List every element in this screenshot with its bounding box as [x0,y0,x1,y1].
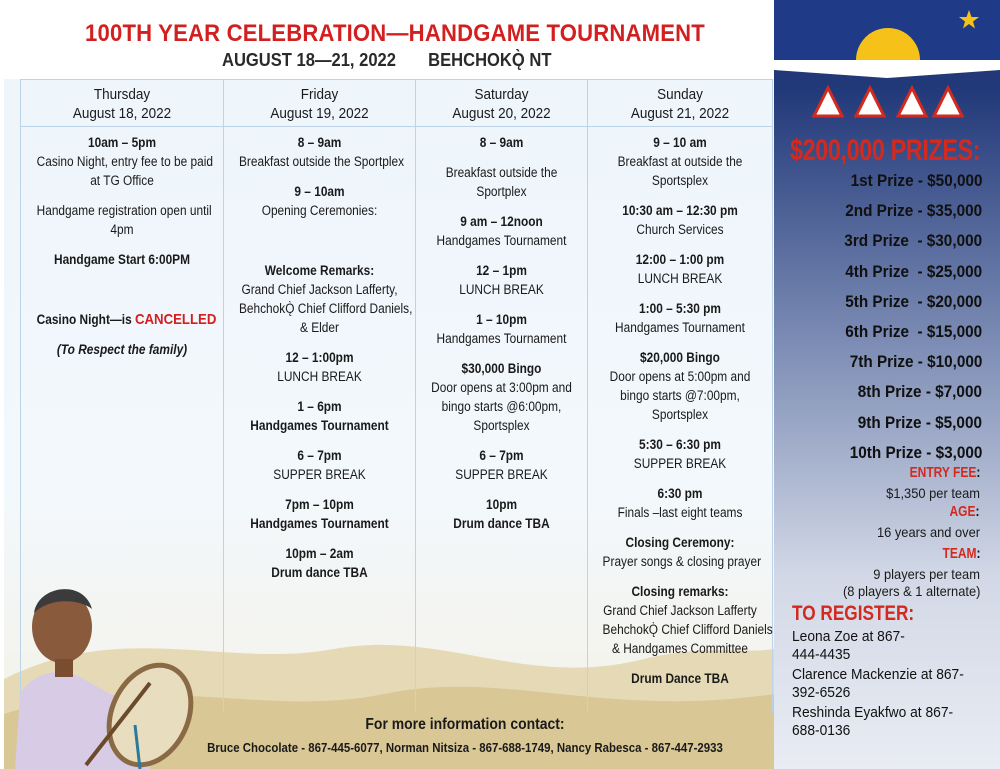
event-line [603,503,758,522]
event-line [603,201,758,220]
event-text: 10pm [485,497,518,512]
event-text: Sportsplex [651,173,709,188]
event-line [603,299,758,318]
event-text: Handgames Tournament [615,320,745,335]
prize-item: 6th Prize - $15,000 [845,322,982,341]
prizes-heading: $200,000 PRIZES: [790,134,981,167]
age-label: AGE: [949,503,980,520]
event-text: BehchokǪ̀ Chief Clifford Daniels [602,622,773,637]
register-line: 444-4435 [792,646,851,663]
prize-item: 2nd Prize - $35,000 [845,201,982,221]
event-line [239,563,400,582]
event-line [602,552,762,571]
event-line [603,152,758,171]
event-text: $30,000 Bingo [461,361,542,376]
event-line [239,231,400,250]
event-line [603,435,758,454]
tlicho-flag-graphic [774,0,1000,78]
event-text: Grand Chief Jackson Lafferty [603,603,757,618]
event-text: at TG Office [90,173,154,188]
team-size: 9 players per team [873,566,980,582]
schedule-event [228,348,411,386]
event-text: 1 – 10pm [476,312,527,327]
event-line [239,201,400,220]
event-line [430,163,573,182]
event-text: Sportplex [476,184,527,199]
event-line [36,201,212,220]
event-line [36,152,213,171]
schedule-event [228,133,411,171]
event-line [430,446,573,465]
event-text: 9 – 10am [294,184,345,199]
event-text: 9 – 10 am [653,135,707,150]
day-name: Friday [300,86,339,103]
schedule-event [228,495,411,533]
schedule-event [228,182,411,220]
schedule-event [420,163,583,201]
entry-fee-label: ENTRY FEE: [909,464,980,481]
event-line [430,416,573,435]
day-header [416,79,587,127]
schedule-event [592,299,768,337]
event-text: Handgame registration open until [36,203,212,218]
page-title: 100TH YEAR CELEBRATION—HANDGAME TOURNAMENT [85,20,705,47]
event-line [603,171,758,190]
prize-item: 8th Prize - $7,000 [857,382,982,402]
event-line [430,359,573,378]
schedule-event [228,261,411,337]
event-text: Church Services [636,222,724,237]
contact-heading: For more information contact: [365,716,565,733]
schedule-event [420,359,583,435]
event-text: Handgames Tournament [436,331,567,346]
day-events [588,127,772,688]
event-line [603,533,758,552]
event-text: Handgame Start 6:00PM [53,252,190,267]
event-text: Door opens at 3:00pm and [431,380,572,395]
event-line [603,639,758,658]
event-text: Handgames Tournament [250,516,389,531]
event-text: 1 – 6pm [297,399,342,414]
event-line [603,133,758,152]
event-line [603,367,758,386]
event-text: Closing Ceremony: [625,535,735,550]
event-line [37,220,208,239]
day-date: August 21, 2022 [630,105,730,122]
event-line [239,348,400,367]
schedule-event [228,397,411,435]
schedule-event [592,435,768,473]
event-line [603,454,758,473]
schedule-event [592,484,768,522]
event-line [603,582,758,601]
event-line [430,514,573,533]
register-line: Reshinda Eyakfwo at 867- [792,704,954,721]
event-text: 10pm – 2am [285,546,354,561]
event-text: 1:00 – 5:30 pm [639,301,721,316]
day-date: August 20, 2022 [452,105,551,122]
event-line [37,171,208,190]
event-text: Handgames Tournament [436,233,567,248]
event-text: LUNCH BREAK [277,369,362,384]
event-line [603,386,758,405]
prize-item: 5th Prize - $20,000 [845,291,982,311]
contact-people: Bruce Chocolate - 867-445-6077, Norman Nitsiza - 867-688-1749, Nancy Rabesca - 867-447-2933 [207,740,723,755]
event-line [37,340,208,359]
schedule-event [592,582,773,658]
schedule-event [420,133,583,152]
event-line [430,465,573,484]
event-text: Casino Night—is [36,312,135,327]
event-line [239,397,400,416]
contact-info [140,716,790,755]
day-header [588,79,772,127]
schedule-event [592,201,768,239]
day-date: August 19, 2022 [270,105,369,122]
event-line [603,405,758,424]
event-text: Handgames Tournament [250,418,389,433]
event-line [430,397,573,416]
event-line [239,446,400,465]
event-text: Breakfast outside the Sportplex [238,154,405,169]
event-text: SUPPER BREAK [633,456,727,471]
event-line [238,152,405,171]
schedule-event [25,133,219,190]
day-header [21,79,223,127]
event-text: Sportsplex [473,418,530,433]
event-text: BehchokǪ̀ Chief Clifford Daniels, [238,301,413,316]
event-text: 8 – 9am [297,135,342,150]
event-line [430,378,573,397]
event-line [430,329,573,348]
event-line [239,544,400,563]
event-text: SUPPER BREAK [273,467,366,482]
prize-item: 10th Prize - $3,000 [849,442,982,462]
event-text: LUNCH BREAK [637,271,723,286]
schedule-event [592,533,768,571]
event-line [239,367,400,386]
schedule-event [420,495,583,533]
prize-item: 9th Prize - $5,000 [857,412,982,432]
day-name: Saturday [474,86,529,103]
schedule-event [420,446,583,484]
event-line [239,465,400,484]
event-text: Breakfast outside the [445,165,558,180]
event-text: 6 – 7pm [479,448,524,463]
event-line [430,231,573,250]
schedule-event [592,133,768,190]
event-line [603,220,758,239]
event-line [37,133,208,152]
event-text: Casino Night, entry fee to be paid [36,154,213,169]
cancelled-badge: CANCELLED [134,311,217,328]
schedule-event [25,340,219,359]
event-line [603,484,758,503]
event-text: 7pm – 10pm [285,497,354,512]
day-column-friday [223,79,415,713]
event-text: Drum Dance TBA [631,671,729,686]
event-line [602,620,773,639]
schedule-event [592,348,768,424]
event-text: 12:00 – 1:00 pm [635,252,725,267]
event-text: 12 – 1:00pm [285,350,354,365]
event-text: SUPPER BREAK [455,467,548,482]
event-line [603,250,758,269]
event-line [36,310,217,329]
event-text: (To Respect the family) [56,342,188,357]
event-line [239,495,400,514]
event-line [430,310,573,329]
schedule-event [592,669,768,688]
event-text: 5:30 – 6:30 pm [639,437,721,452]
register-line: 688-0136 [792,722,851,739]
register-line: 392-6526 [792,684,851,701]
schedule-event [25,201,219,239]
register-heading: TO REGISTER: [792,602,915,625]
event-text: 8 – 9am [479,135,524,150]
event-line [239,261,400,280]
event-line [603,269,758,288]
event-text: Drum dance TBA [271,565,368,580]
event-line [603,669,758,688]
prize-item: 4th Prize - $25,000 [845,261,982,281]
day-column-saturday [415,79,587,713]
event-line [603,318,758,337]
day-name: Thursday [93,86,151,103]
event-line [430,182,573,201]
event-text: Welcome Remarks: [264,263,375,278]
entry-fee-value: $1,350 per team [886,485,980,501]
prize-item: 1st Prize - $50,000 [850,171,982,190]
event-text: Opening Ceremonies: [261,203,378,218]
event-text: 10:30 am – 12:30 pm [622,203,738,218]
event-text: $20,000 Bingo [640,350,720,365]
event-line [430,212,573,231]
event-text: & Elder [300,320,339,335]
event-line [239,514,400,533]
prizes-panel [774,0,1000,769]
event-text: 6:30 pm [657,486,703,501]
event-line [239,182,400,201]
schedule-event [420,212,583,250]
event-text: Finals –last eight teams [617,505,743,520]
day-date: August 18, 2022 [72,105,172,122]
event-text: 12 – 1pm [476,263,527,278]
event-text: bingo starts @7:00pm, [620,388,740,403]
event-text: bingo starts @6:00pm, [441,399,562,414]
prize-item: 3rd Prize - $30,000 [844,231,982,251]
event-text: Drum dance TBA [453,516,550,531]
event-text: Door opens at 5:00pm and [609,369,751,384]
schedule-event [420,310,583,348]
event-line [37,250,208,269]
schedule-event [420,261,583,299]
event-line [430,133,573,152]
team-composition: (8 players & 1 alternate) [842,583,980,599]
team-label: TEAM: [942,545,980,562]
age-value: 16 years and over [876,524,980,540]
event-line [37,280,208,299]
day-events [224,127,415,582]
event-text: LUNCH BREAK [459,282,544,297]
day-header [224,79,415,127]
day-events [416,127,587,533]
event-line [239,416,400,435]
tipi-icons [808,82,968,120]
event-text: Grand Chief Jackson Lafferty, [241,282,398,297]
event-text: Sportsplex [651,407,709,422]
schedule-event [592,250,768,288]
event-text: Prayer songs & closing prayer [602,554,762,569]
day-name: Sunday [657,86,703,103]
event-text: Breakfast at outside the [617,154,743,169]
schedule-event [228,446,411,484]
event-text: 6 – 7pm [297,448,342,463]
event-line [430,495,573,514]
event-line [239,318,400,337]
event-text: 10am – 5pm [87,135,157,150]
event-dates-location: AUGUST 18—21, 2022 BEHCHOKǪ̀ NT [222,50,552,70]
event-line [603,601,758,620]
event-line [238,299,413,318]
register-line: Leona Zoe at 867- [792,628,905,645]
day-column-sunday [587,79,773,713]
schedule-event [228,231,411,250]
register-line: Clarence Mackenzie at 867- [792,666,964,683]
day-events [21,127,223,359]
event-line [430,280,573,299]
event-text: 4pm [110,222,134,237]
event-line [239,133,400,152]
event-line [430,261,573,280]
event-text: Closing remarks: [631,584,729,599]
schedule-event [25,250,219,269]
prize-item: 7th Prize - $10,000 [849,352,982,372]
schedule-event [25,280,219,299]
event-text: & Handgames Committee [611,641,749,656]
event-line [239,280,400,299]
event-text: 9 am – 12noon [460,214,543,229]
event-line [603,348,758,367]
schedule-event [25,310,219,329]
schedule-event [228,544,411,582]
